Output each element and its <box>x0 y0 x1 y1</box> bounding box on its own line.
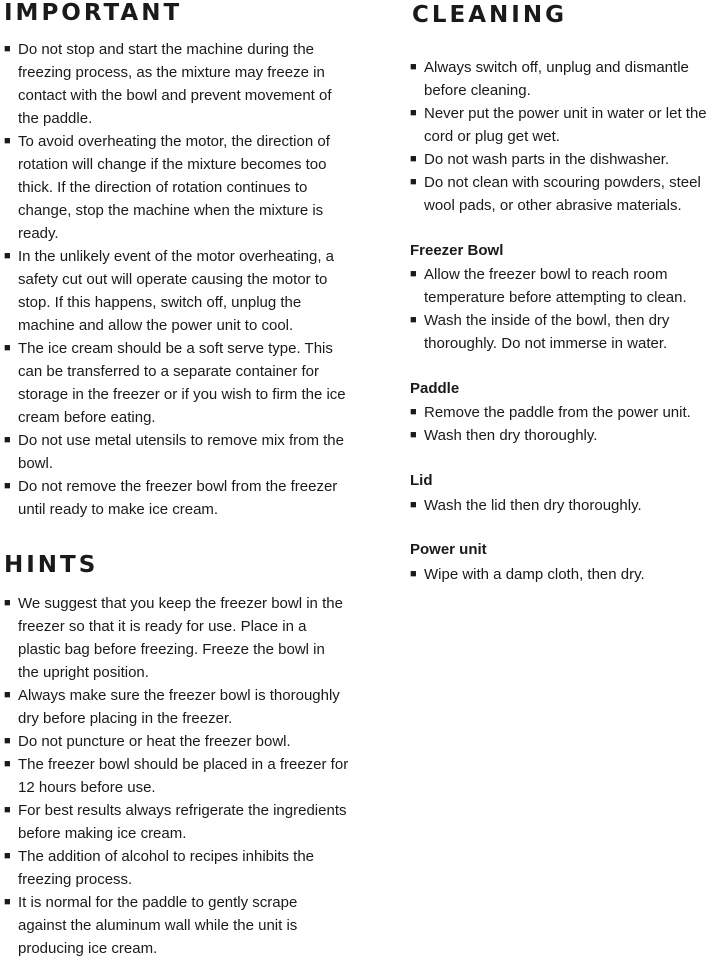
list-item-text: In the unlikely event of the motor overheating, a safety cut out will operate causing the motor to stop. If this happens, switch off, unplug the machine and allow the power unit to cool. <box>18 248 335 334</box>
bullet-icon: ■ <box>410 176 417 188</box>
bullet-icon: ■ <box>4 135 11 147</box>
list-item <box>410 263 715 309</box>
list-item-text: The ice cream should be a soft serve type. This can be transferred to a separate container for storage in the freezer or if you wish to firm the ice cream before eating. <box>18 340 346 426</box>
bullet-icon: ■ <box>4 735 11 747</box>
list-item <box>4 891 349 960</box>
bullet-icon: ■ <box>4 597 11 609</box>
power-unit-list <box>410 563 715 586</box>
bullet-icon: ■ <box>410 406 417 418</box>
bullet-icon: ■ <box>4 689 11 701</box>
bullet-icon: ■ <box>4 480 11 492</box>
lid-subheading: Lid <box>410 472 433 489</box>
list-item-text: Remove the paddle from the power unit. <box>424 404 691 421</box>
list-item-text: Wipe with a damp cloth, then dry. <box>424 566 645 583</box>
list-item-text: Do not clean with scouring powders, steel wool pads, or other abrasive materials. <box>424 174 701 214</box>
list-item-text: Allow the freezer bowl to reach room temperature before attempting to clean. <box>424 266 687 306</box>
list-item <box>410 309 715 355</box>
bullet-icon: ■ <box>410 499 417 511</box>
bullet-icon: ■ <box>4 434 11 446</box>
list-item <box>410 171 715 217</box>
bullet-icon: ■ <box>4 850 11 862</box>
list-item <box>410 494 715 517</box>
paddle-list <box>410 401 715 447</box>
bullet-icon: ■ <box>4 43 11 55</box>
bullet-icon: ■ <box>4 896 11 908</box>
list-item-text: Do not wash parts in the dishwasher. <box>424 151 670 168</box>
bullet-icon: ■ <box>410 568 417 580</box>
list-item-text: Never put the power unit in water or let the cord or plug get wet. <box>424 105 707 145</box>
list-item <box>410 56 715 102</box>
bullet-icon: ■ <box>4 342 11 354</box>
important-heading: IMPORTANT <box>4 0 183 26</box>
list-item <box>4 753 349 799</box>
list-item-text: Wash then dry thoroughly. <box>424 427 598 444</box>
list-item-text: Do not puncture or heat the freezer bowl. <box>18 733 291 750</box>
list-item <box>410 102 715 148</box>
hints-list <box>4 592 349 960</box>
list-item <box>4 429 349 475</box>
power-unit-subheading: Power unit <box>410 541 487 558</box>
list-item-text: The freezer bowl should be placed in a freezer for 12 hours before use. <box>18 756 349 796</box>
list-item-text: The addition of alcohol to recipes inhibits the freezing process. <box>18 848 315 888</box>
list-item-text: Do not remove the freezer bowl from the freezer until ready to make ice cream. <box>18 478 338 518</box>
paddle-subheading: Paddle <box>410 380 460 397</box>
bullet-icon: ■ <box>410 429 417 441</box>
list-item <box>4 337 349 429</box>
cleaning-list <box>410 56 715 217</box>
list-item <box>4 245 349 337</box>
hints-heading: HINTS <box>4 552 99 578</box>
list-item-text: To avoid overheating the motor, the direction of rotation will change if the mixture becomes too thick. If the direction of rotation continues to change, stop the machine when the mixture is ready. <box>18 133 330 242</box>
list-item <box>4 38 349 130</box>
bullet-icon: ■ <box>410 314 417 326</box>
list-item-text: Wash the inside of the bowl, then dry thoroughly. Do not immerse in water. <box>424 312 670 352</box>
bullet-icon: ■ <box>410 61 417 73</box>
list-item <box>410 148 715 171</box>
bullet-icon: ■ <box>410 153 417 165</box>
list-item <box>410 563 715 586</box>
list-item <box>4 592 349 684</box>
list-item-text: Always switch off, unplug and dismantle before cleaning. <box>424 59 689 99</box>
list-item <box>4 684 349 730</box>
bullet-icon: ■ <box>4 250 11 262</box>
freezer-bowl-list <box>410 263 715 355</box>
list-item-text: It is normal for the paddle to gently scrape against the aluminum wall while the unit is producing ice cream. <box>18 894 298 957</box>
important-list <box>4 38 349 521</box>
bullet-icon: ■ <box>410 268 417 280</box>
cleaning-heading: CLEANING <box>412 2 567 28</box>
lid-list <box>410 494 715 517</box>
list-item <box>4 799 349 845</box>
bullet-icon: ■ <box>410 107 417 119</box>
bullet-icon: ■ <box>4 758 11 770</box>
list-item <box>410 401 715 424</box>
list-item-text: Do not use metal utensils to remove mix from the bowl. <box>18 432 344 472</box>
list-item <box>4 845 349 891</box>
list-item <box>4 730 349 753</box>
list-item-text: Always make sure the freezer bowl is thoroughly dry before placing in the freezer. <box>18 687 340 727</box>
list-item <box>410 424 715 447</box>
freezer-bowl-subheading: Freezer Bowl <box>410 242 504 259</box>
bullet-icon: ■ <box>4 804 11 816</box>
list-item-text: We suggest that you keep the freezer bowl in the freezer so that it is ready for use. Place in a plastic bag before freezing. Freeze the bowl in the upright position. <box>18 595 343 681</box>
list-item-text: Wash the lid then dry thoroughly. <box>424 497 642 514</box>
list-item <box>4 130 349 245</box>
list-item-text: Do not stop and start the machine during the freezing process, as the mixture may freeze in contact with the bowl and prevent movement of the paddle. <box>18 41 332 127</box>
list-item-text: For best results always refrigerate the ingredients before making ice cream. <box>18 802 347 842</box>
list-item <box>4 475 349 521</box>
